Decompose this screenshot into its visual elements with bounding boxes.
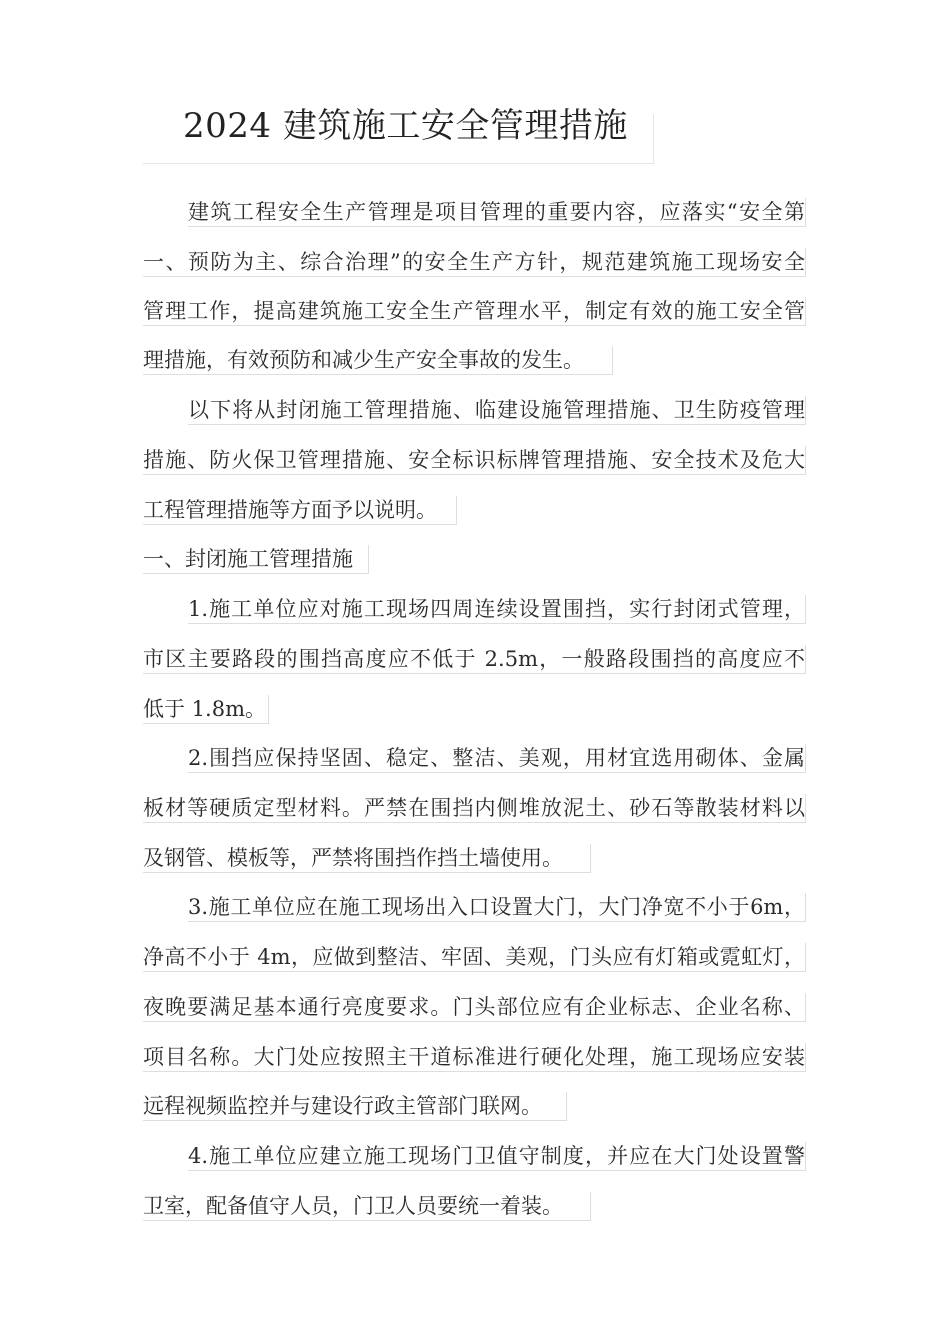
paragraph-line: 2.围挡应保持坚固、稳定、整洁、美观，用材宜选用砌体、金属: [188, 744, 806, 773]
paragraph-line: 夜晚要满足基本通行亮度要求。门头部位应有企业标志、企业名称、: [143, 993, 806, 1022]
paragraph-line: 工程管理措施等方面予以说明。: [143, 496, 457, 525]
paragraph-line: 卫室，配备值守人员，门卫人员要统一着装。: [143, 1192, 591, 1221]
paragraph-line: 项目名称。大门处应按照主干道标准进行硬化处理，施工现场应安装: [143, 1043, 806, 1072]
title-box: [143, 106, 654, 164]
paragraph-line: 3.施工单位应在施工现场出入口设置大门，大门净宽不小于6m，: [188, 893, 806, 922]
paragraph-line: 市区主要路段的围挡高度应不低于 2.5m，一般路段围挡的高度应不: [143, 645, 806, 674]
paragraph-line: 4.施工单位应建立施工现场门卫值守制度，并应在大门处设置警: [188, 1142, 806, 1171]
paragraph-line: 以下将从封闭施工管理措施、临建设施管理措施、卫生防疫管理: [188, 396, 806, 425]
paragraph-line: 建筑工程安全生产管理是项目管理的重要内容，应落实“安全第: [188, 198, 806, 227]
paragraph-line: 低于 1.8m。: [143, 695, 269, 724]
paragraph-line: 措施、防火保卫管理措施、安全标识标牌管理措施、安全技术及危大: [143, 446, 806, 475]
paragraph-line: 净高不小于 4m，应做到整洁、牢固、美观，门头应有灯箱或霓虹灯，: [143, 943, 806, 972]
paragraph-line: 及钢管、模板等，严禁将围挡作挡土墙使用。: [143, 844, 591, 873]
paragraph-line: 1.施工单位应对施工现场四周连续设置围挡，实行封闭式管理，: [188, 595, 806, 624]
paragraph-line: 理措施，有效预防和减少生产安全事故的发生。: [143, 346, 613, 375]
paragraph-line: 远程视频监控并与建设行政主管部门联网。: [143, 1092, 567, 1121]
paragraph-line: 板材等硬质定型材料。严禁在围挡内侧堆放泥土、砂石等散装材料以: [143, 794, 806, 823]
paragraph-line: 一、预防为主、综合治理”的安全生产方针，规范建筑施工现场安全: [143, 248, 806, 277]
section-heading: 一、封闭施工管理措施: [143, 545, 369, 574]
paragraph-line: 管理工作，提高建筑施工安全生产管理水平，制定有效的施工安全管: [143, 297, 806, 326]
document-title: 2024 建筑施工安全管理措施: [183, 106, 628, 146]
